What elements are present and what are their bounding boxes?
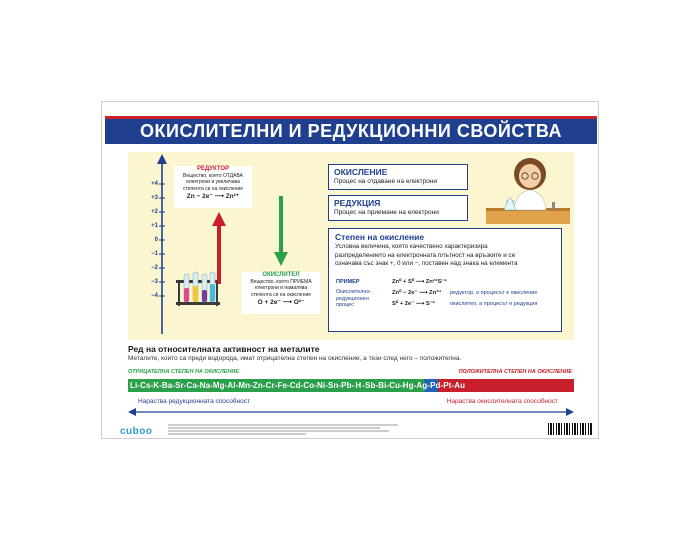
poster bbox=[101, 101, 599, 439]
double-arrow-icon bbox=[128, 406, 574, 418]
reduction-box bbox=[328, 195, 468, 221]
reductor-equation: Zn − 2e⁻ ⟶ Zn²⁺ bbox=[186, 193, 240, 200]
negative-state-label: ОТРИЦАТЕЛНА СТЕПЕН НА ОКИСЛЕНИЕ bbox=[128, 369, 240, 375]
process-label-line: процес bbox=[336, 302, 354, 308]
positive-state-label: ПОЛОЖИТЕЛНА СТЕПЕН НА ОКИСЛЕНИЕ bbox=[458, 369, 572, 375]
scale-tick: −1 bbox=[151, 251, 158, 257]
half-reaction-oxidation: Zn⁰ − 2e⁻ ⟶ Zn⁺² bbox=[392, 290, 442, 296]
series-right: -Sb-Bi-Cu-Hg-Ag-Pd-Pt-Au bbox=[362, 381, 466, 390]
example-label: ПРИМЕР bbox=[336, 279, 360, 285]
scale-tick: −3 bbox=[151, 279, 158, 285]
process-label bbox=[336, 289, 371, 309]
scale-tick: −4 bbox=[151, 293, 158, 299]
activity-series-text bbox=[130, 379, 574, 392]
brand-logo: cuboo bbox=[120, 426, 153, 437]
series-hydrogen: H bbox=[355, 381, 362, 390]
ability-arrow-row bbox=[128, 398, 574, 418]
half-reaction-note: редуктор, а процесът е окисление bbox=[450, 290, 538, 296]
oxidizer-heading: ОКИСЛИТЕЛ bbox=[262, 272, 300, 278]
oxidation-state-text: Условна величина, която качествено характеризира bbox=[335, 243, 488, 250]
reductor-box bbox=[174, 166, 252, 208]
oxidizer-box bbox=[242, 272, 320, 314]
oxidizer-equation: O + 2e⁻ ⟶ O²⁻ bbox=[257, 299, 305, 306]
process-label-line: Окислително- bbox=[336, 289, 372, 295]
oxidation-text: Процес на отдаване на електрони bbox=[334, 178, 438, 185]
scale-tick: 0 bbox=[154, 237, 158, 243]
half-reaction-note: окислител, а процесът е редукция bbox=[450, 301, 538, 307]
arrow-up-icon bbox=[212, 212, 226, 284]
oxidation-state-text: разпределението на електронната плътност на връзките и се bbox=[335, 251, 516, 259]
poster-title: ОКИСЛИТЕЛНИ И РЕДУКЦИОННИ СВОЙСТВА bbox=[105, 116, 597, 144]
fine-print-block bbox=[168, 423, 398, 436]
barcode-icon bbox=[548, 423, 592, 435]
oxidizer-text: степента си на окисление bbox=[250, 291, 312, 298]
scale-tick: +2 bbox=[151, 209, 158, 215]
reductor-text: Вещество, което ОТДАВА bbox=[183, 172, 243, 179]
content-panel bbox=[128, 152, 574, 340]
example-equation: Zn⁰ + S⁰ ⟶ Zn²⁺S⁻² bbox=[392, 279, 447, 285]
reduction-text: Процес на приемане на електрони bbox=[334, 209, 439, 216]
reducing-ability-label: Нараства редукционната способност bbox=[138, 398, 250, 405]
scale-tick: +3 bbox=[151, 195, 158, 201]
oxidizer-text: електрони и намалява bbox=[254, 285, 308, 291]
oxidizer-text: Вещество, което ПРИЕМА bbox=[250, 278, 312, 285]
activity-series-title: Ред на относителната активност на металите bbox=[128, 344, 320, 354]
oxidation-box bbox=[328, 164, 468, 190]
scale-tick: +4 bbox=[151, 181, 158, 187]
process-label-line: редукционен bbox=[336, 295, 369, 302]
reductor-heading: РЕДУКТОР bbox=[196, 166, 230, 172]
scientist-icon bbox=[478, 152, 574, 228]
series-left: Li-Cs-K-Ba-Sr-Ca-Na-Mg-Al-Mn-Zn-Cr-Fe-Cd-Co-Ni-Sn-Pb- bbox=[130, 381, 355, 390]
arrow-down-icon bbox=[274, 196, 288, 268]
half-reaction-reduction: S⁰ + 2e⁻ ⟶ S⁻² bbox=[392, 301, 435, 307]
oxidation-heading: ОКИСЛЕНИЕ bbox=[334, 167, 388, 177]
reductor-text: степента си на окисление bbox=[182, 185, 244, 192]
reductor-text: електрони и увеличава bbox=[186, 179, 240, 185]
scale-tick: +1 bbox=[151, 223, 158, 229]
oxidation-state-text: означава със знак +, 0 или −, поставен над знака на елемента bbox=[335, 260, 518, 267]
reduction-heading: РЕДУКЦИЯ bbox=[334, 198, 381, 208]
oxidation-state-heading: Степен на окисление bbox=[335, 232, 425, 242]
scale-tick: −2 bbox=[151, 265, 158, 271]
oxidizing-ability-label: Нараства окислителната способност bbox=[446, 398, 558, 405]
activity-series-subtitle: Металите, които са преди водорода, имат отрицателна степен на окисление, а тези след него – положителна. bbox=[128, 355, 462, 362]
